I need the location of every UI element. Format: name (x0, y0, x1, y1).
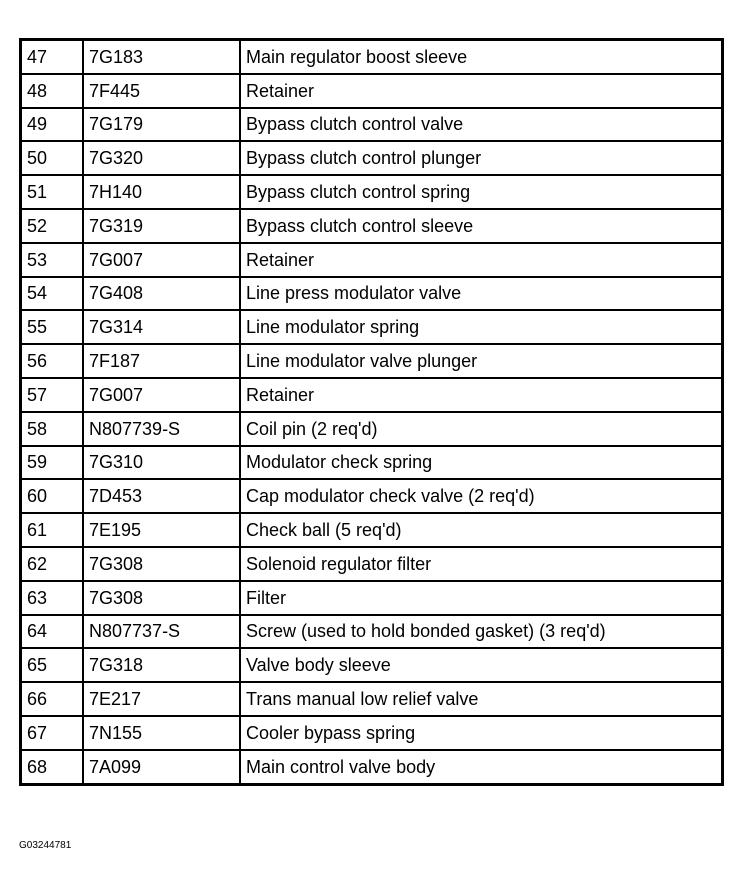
item-number-cell: 67 (21, 716, 84, 750)
item-number-cell: 60 (21, 479, 84, 513)
part-number-cell: 7H140 (83, 175, 240, 209)
table-row (21, 479, 723, 513)
part-number-cell: 7G408 (83, 277, 240, 311)
table-row (21, 243, 723, 277)
description-cell: Retainer (240, 378, 723, 412)
part-number-cell: 7G308 (83, 547, 240, 581)
description-cell: Line modulator valve plunger (240, 344, 723, 378)
part-number-cell: 7F445 (83, 74, 240, 108)
part-number-cell: 7G310 (83, 446, 240, 480)
part-number-cell: 7E217 (83, 682, 240, 716)
part-number-cell: 7D453 (83, 479, 240, 513)
item-number-cell: 56 (21, 344, 84, 378)
description-cell: Retainer (240, 243, 723, 277)
table-row (21, 648, 723, 682)
part-number-cell: 7N155 (83, 716, 240, 750)
description-cell: Check ball (5 req'd) (240, 513, 723, 547)
table-row (21, 108, 723, 142)
item-number-cell: 50 (21, 141, 84, 175)
item-number-cell: 53 (21, 243, 84, 277)
item-number-cell: 51 (21, 175, 84, 209)
part-number-cell: N807739-S (83, 412, 240, 446)
item-number-cell: 47 (21, 40, 84, 74)
parts-table (19, 38, 724, 786)
description-cell: Retainer (240, 74, 723, 108)
item-number-cell: 59 (21, 446, 84, 480)
description-cell: Bypass clutch control spring (240, 175, 723, 209)
part-number-cell: 7G007 (83, 243, 240, 277)
part-number-cell: 7E195 (83, 513, 240, 547)
parts-table-body (21, 40, 723, 785)
description-cell: Bypass clutch control plunger (240, 141, 723, 175)
figure-id: G03244781 (19, 840, 72, 851)
table-row (21, 615, 723, 649)
table-row (21, 513, 723, 547)
table-row (21, 750, 723, 784)
table-row (21, 378, 723, 412)
table-row (21, 74, 723, 108)
table-row (21, 209, 723, 243)
description-cell: Screw (used to hold bonded gasket) (3 req'd) (240, 615, 723, 649)
table-row (21, 40, 723, 74)
description-cell: Modulator check spring (240, 446, 723, 480)
item-number-cell: 49 (21, 108, 84, 142)
description-cell: Coil pin (2 req'd) (240, 412, 723, 446)
description-cell: Filter (240, 581, 723, 615)
table-row (21, 141, 723, 175)
table-row (21, 547, 723, 581)
description-cell: Main regulator boost sleeve (240, 40, 723, 74)
table-row (21, 277, 723, 311)
description-cell: Trans manual low relief valve (240, 682, 723, 716)
item-number-cell: 66 (21, 682, 84, 716)
part-number-cell: 7F187 (83, 344, 240, 378)
item-number-cell: 54 (21, 277, 84, 311)
part-number-cell: 7G308 (83, 581, 240, 615)
table-row (21, 716, 723, 750)
item-number-cell: 62 (21, 547, 84, 581)
part-number-cell: 7G319 (83, 209, 240, 243)
description-cell: Bypass clutch control valve (240, 108, 723, 142)
part-number-cell: 7G318 (83, 648, 240, 682)
item-number-cell: 58 (21, 412, 84, 446)
item-number-cell: 68 (21, 750, 84, 784)
item-number-cell: 55 (21, 310, 84, 344)
part-number-cell: 7A099 (83, 750, 240, 784)
item-number-cell: 48 (21, 74, 84, 108)
table-row (21, 682, 723, 716)
description-cell: Line modulator spring (240, 310, 723, 344)
description-cell: Solenoid regulator filter (240, 547, 723, 581)
part-number-cell: 7G007 (83, 378, 240, 412)
table-row (21, 412, 723, 446)
part-number-cell: N807737-S (83, 615, 240, 649)
part-number-cell: 7G183 (83, 40, 240, 74)
table-row (21, 175, 723, 209)
description-cell: Cap modulator check valve (2 req'd) (240, 479, 723, 513)
table-row (21, 581, 723, 615)
table-row (21, 310, 723, 344)
description-cell: Cooler bypass spring (240, 716, 723, 750)
item-number-cell: 64 (21, 615, 84, 649)
part-number-cell: 7G320 (83, 141, 240, 175)
description-cell: Bypass clutch control sleeve (240, 209, 723, 243)
table-row (21, 446, 723, 480)
item-number-cell: 52 (21, 209, 84, 243)
description-cell: Valve body sleeve (240, 648, 723, 682)
item-number-cell: 63 (21, 581, 84, 615)
description-cell: Line press modulator valve (240, 277, 723, 311)
part-number-cell: 7G179 (83, 108, 240, 142)
description-cell: Main control valve body (240, 750, 723, 784)
item-number-cell: 57 (21, 378, 84, 412)
part-number-cell: 7G314 (83, 310, 240, 344)
item-number-cell: 65 (21, 648, 84, 682)
table-row (21, 344, 723, 378)
item-number-cell: 61 (21, 513, 84, 547)
